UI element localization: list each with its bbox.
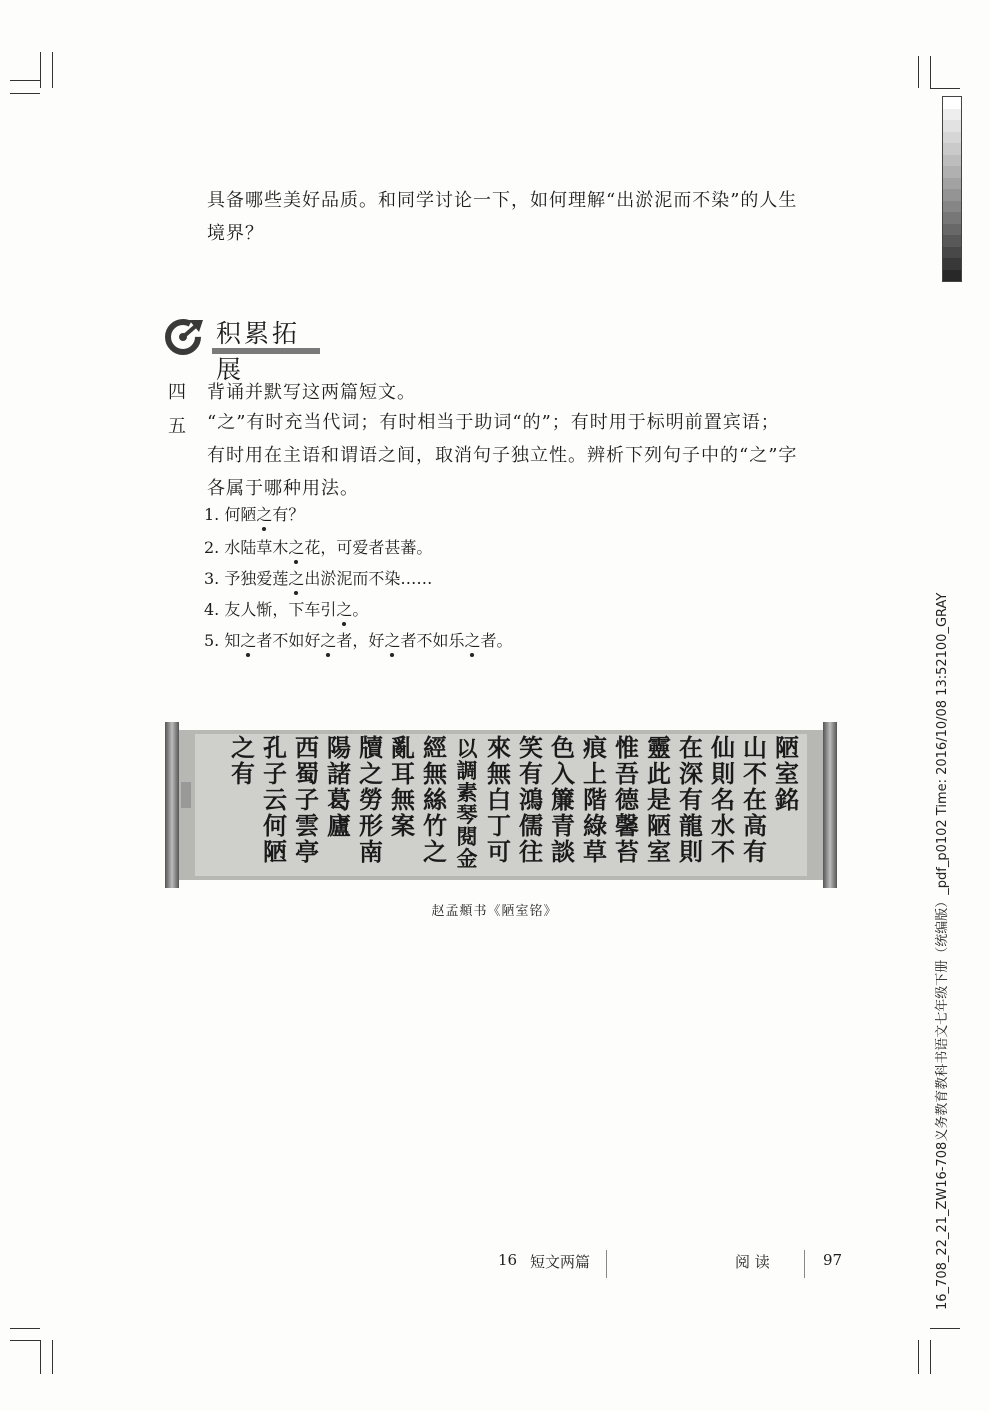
image-caption: 赵孟頫书《陋室铭》 <box>431 904 558 919</box>
scroll-character: 吾 <box>615 759 639 788</box>
section-heading <box>164 312 324 384</box>
scroll-character: 鴻 <box>519 785 543 814</box>
exercise-number: 四 <box>168 382 186 403</box>
footer-lesson-title: 短文两篇 <box>530 1253 591 1271</box>
scroll-character: 有 <box>679 785 703 814</box>
crop-mark <box>10 93 40 94</box>
scroll-character: 在 <box>679 733 703 762</box>
scroll-character: 孔 <box>263 733 287 762</box>
scroll-character: 蜀 <box>295 759 319 788</box>
list-item: 5. 知之者不如好之者，好之者不如乐之者。 <box>204 628 513 651</box>
list-item: 3. 予独爱莲之出淤泥而不染…… <box>204 566 432 589</box>
scroll-character: 深 <box>679 759 703 788</box>
scroll-character: 葛 <box>327 785 351 814</box>
scroll-character: 簾 <box>551 785 575 814</box>
crop-mark <box>40 1340 41 1374</box>
scroll-character: 之 <box>231 733 255 762</box>
list-item: 1. 何陋之有？ <box>204 502 304 525</box>
crop-mark <box>930 1328 960 1329</box>
page-number: 97 <box>823 1251 843 1269</box>
exercise-text: 背诵并默写这两篇短文。 <box>207 382 416 403</box>
scroll-character: 閱 <box>456 824 478 849</box>
scroll-character: 來 <box>487 733 511 762</box>
exercise-number: 五 <box>168 416 186 437</box>
print-info: 16_708_22_21_ZW16-708义务教育教科书语文七年级下册（统编版）_pdf_p0102 Time: 2016/10/08 13:52100_GRAY <box>935 592 950 1310</box>
footer-divider <box>606 1250 607 1278</box>
scroll-character: 無 <box>487 759 511 788</box>
scroll-character: 陽 <box>327 733 351 762</box>
crop-mark <box>930 1340 931 1374</box>
scroll-character: 則 <box>711 759 735 788</box>
exercise-line: 各属于哪种用法。 <box>207 478 359 499</box>
title-underline <box>212 348 320 354</box>
scroll-character: 無 <box>423 759 447 788</box>
scroll-character: 此 <box>647 759 671 788</box>
scroll-character: 名 <box>711 785 735 814</box>
paragraph-line: 具备哪些美好品质。和同学讨论一下，如何理解“出淤泥而不染”的人生 <box>207 190 798 211</box>
scroll-character: 經 <box>423 733 447 762</box>
crop-mark <box>918 1340 919 1374</box>
scroll-character: 西 <box>295 733 319 762</box>
scroll-character: 耳 <box>391 759 415 788</box>
paragraph-line: 境界？ <box>207 223 264 244</box>
crop-mark <box>40 52 41 88</box>
scroll-character: 談 <box>551 837 575 866</box>
emphasis-dot: 之 <box>240 628 256 651</box>
footer-unit: 阅 读 <box>735 1253 770 1271</box>
list-item: 4. 友人惭，下车引之。 <box>204 597 368 620</box>
scroll-character: 痕 <box>583 733 607 762</box>
scroll-character: 云 <box>263 785 287 814</box>
scroll-character: 白 <box>487 785 511 814</box>
circular-arrow-icon <box>164 316 204 356</box>
scroll-character: 高 <box>743 811 767 840</box>
scroll-character: 不 <box>711 837 735 866</box>
crop-mark <box>930 56 931 88</box>
scroll-character: 龍 <box>679 811 703 840</box>
scroll-character: 德 <box>615 785 639 814</box>
scroll-character: 調 <box>456 758 478 783</box>
scroll-character: 室 <box>647 837 671 866</box>
scroll-character: 是 <box>647 785 671 814</box>
exercise-line: “之”有时充当代词；有时相当于助词“的”；有时用于标明前置宾语； <box>207 412 780 433</box>
exercise-line: 有时用在主语和谓语之间，取消句子独立性。辨析下列句子中的“之”字 <box>207 445 798 466</box>
scroll-character: 之 <box>359 759 383 788</box>
section-title: 积累拓展 <box>216 319 301 384</box>
scroll-character: 丁 <box>487 811 511 840</box>
emphasis-dot: 之 <box>288 535 304 558</box>
scroll-character: 階 <box>583 785 607 814</box>
crop-mark <box>52 1340 53 1374</box>
scroll-character: 以 <box>456 736 478 761</box>
scroll-character: 絲 <box>423 785 447 814</box>
emphasis-dot: 之 <box>384 628 400 651</box>
grayscale-calibration-bar <box>942 96 962 282</box>
crop-mark <box>930 88 960 89</box>
scroll-character: 案 <box>391 811 415 840</box>
list-item: 2. 水陆草木之花，可爱者甚蕃。 <box>204 535 432 558</box>
scroll-character: 陋 <box>263 837 287 866</box>
scroll-character: 可 <box>487 837 511 866</box>
scroll-character: 子 <box>295 785 319 814</box>
calligraphy-scroll-image <box>165 722 837 888</box>
scroll-character: 亭 <box>295 837 319 866</box>
exercise-body <box>207 406 847 505</box>
scroll-character: 室 <box>775 759 799 788</box>
crop-mark <box>52 52 53 88</box>
scroll-character: 形 <box>359 811 383 840</box>
scroll-character: 之 <box>423 837 447 866</box>
scroll-character: 有 <box>519 759 543 788</box>
scroll-character: 往 <box>519 837 543 866</box>
scroll-character: 南 <box>359 837 383 866</box>
crop-mark <box>10 1340 40 1341</box>
scroll-character: 笑 <box>519 733 543 762</box>
scroll-character: 牘 <box>359 733 383 762</box>
scroll-character: 何 <box>263 811 287 840</box>
footer-lesson-number: 16 <box>498 1251 518 1269</box>
scroll-character: 陋 <box>647 811 671 840</box>
scroll-character: 草 <box>583 837 607 866</box>
scroll-character: 綠 <box>583 811 607 840</box>
crop-mark <box>918 56 919 88</box>
scroll-character: 入 <box>551 759 575 788</box>
emphasis-dot: 之 <box>288 566 304 589</box>
scroll-character: 不 <box>743 759 767 788</box>
scroll-character: 雲 <box>295 811 319 840</box>
scroll-character: 無 <box>391 785 415 814</box>
scroll-character: 銘 <box>775 785 799 814</box>
emphasis-dot: 之 <box>320 628 336 651</box>
scroll-character: 勞 <box>359 785 383 814</box>
scroll-character: 色 <box>551 733 575 762</box>
scroll-character: 有 <box>231 759 255 788</box>
scroll-character: 亂 <box>391 733 415 762</box>
scroll-character: 諸 <box>327 759 351 788</box>
scroll-character: 仙 <box>711 733 735 762</box>
scroll-character: 靈 <box>647 733 671 762</box>
footer-divider <box>804 1250 805 1278</box>
scroll-character: 子 <box>263 759 287 788</box>
scroll-character: 在 <box>743 785 767 814</box>
scroll-character: 儒 <box>519 811 543 840</box>
scroll-character: 苔 <box>615 837 639 866</box>
emphasis-dot: 之 <box>464 628 480 651</box>
crop-mark <box>10 80 40 81</box>
scroll-character: 竹 <box>423 811 447 840</box>
scroll-character: 水 <box>711 811 735 840</box>
scroll-character: 廬 <box>327 811 351 840</box>
top-paragraph <box>207 184 847 250</box>
emphasis-dot: 之 <box>336 597 352 620</box>
scroll-character: 山 <box>743 733 767 762</box>
scroll-character: 陋 <box>775 733 799 762</box>
crop-mark <box>10 1328 40 1329</box>
scroll-character: 金 <box>456 846 478 871</box>
scroll-character: 有 <box>743 837 767 866</box>
emphasis-dot: 之 <box>256 502 272 525</box>
scroll-character: 惟 <box>615 733 639 762</box>
scroll-character: 琴 <box>456 802 478 827</box>
scroll-character: 馨 <box>615 811 639 840</box>
scroll-character: 上 <box>583 759 607 788</box>
scroll-character: 則 <box>679 837 703 866</box>
scroll-character: 素 <box>456 780 478 805</box>
scroll-character: 青 <box>551 811 575 840</box>
